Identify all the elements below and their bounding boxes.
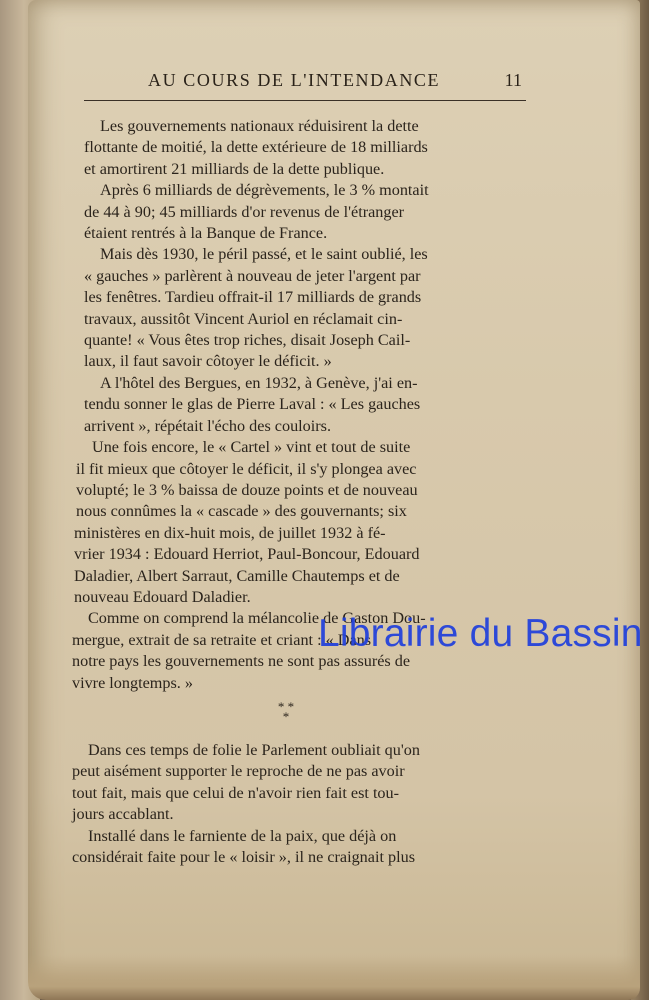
text-line: Daladier, Albert Sarraut, Camille Chautemps et de (74, 566, 400, 585)
text-line: étaient rentrés à la Banque de France. (84, 224, 328, 243)
text-line: et amortirent 21 milliards de la dette publique. (84, 159, 385, 178)
text-line: notre pays les gouvernements ne sont pas assurés de (72, 652, 411, 671)
text-line: Dans ces temps de folie le Parlement oubliait qu'on (88, 741, 420, 759)
text-line: nous connûmes la « cascade » des gouvernants; six (76, 502, 407, 521)
watermark-librairie-du-bassin: Librairie du Bassin (318, 612, 643, 655)
body-text-second-section (72, 740, 512, 868)
text-line: Comme on comprend la mélancolie de Gaston Dou- (88, 609, 426, 628)
text-line: mergue, extrait de sa retraite et criant : « Dans (72, 630, 372, 649)
text-line: peut aisément supporter le reproche de ne pas avoir (72, 762, 405, 781)
text-line: considérait faite pour le « loisir », il ne craignait plus (72, 848, 415, 867)
text-line: vrier 1934 : Edouard Herriot, Paul-Boncour, Edouard (74, 545, 420, 564)
text-line: ministères en dix-huit mois, de juillet 1932 à fé- (74, 523, 386, 542)
page-header (84, 66, 526, 101)
page-number: 11 (504, 70, 522, 90)
page-bottom-curl (28, 955, 640, 1000)
text-line: tendu sonner le glas de Pierre Laval : « Les gauches (84, 395, 421, 414)
text-line: « gauches » parlèrent à nouveau de jeter l'argent par (84, 266, 421, 285)
text-line: nouveau Edouard Daladier. (74, 587, 251, 606)
text-line: vivre longtemps. » (72, 673, 193, 692)
text-line: Mais dès 1930, le péril passé, et le saint oublié, les (100, 245, 428, 264)
section-asterism (276, 699, 296, 724)
text-line: jours accablant. (72, 805, 174, 824)
text-line: travaux, aussitôt Vincent Auriol en réclamait cin- (84, 309, 403, 328)
text-line: quante! « Vous êtes trop riches, disait Joseph Cail- (84, 331, 411, 350)
text-line: volupté; le 3 % baissa de douze points et de nouveau (76, 480, 418, 499)
text-line: flottante de moitié, la dette extérieure de 18 milliards (84, 138, 428, 157)
text-line: Installé dans le farniente de la paix, que déjà on (88, 826, 397, 845)
text-line: laux, il faut savoir côtoyer le déficit. » (84, 352, 332, 371)
running-head: AU COURS DE L'INTENDANCE (148, 70, 441, 90)
text-line: Les gouvernements nationaux réduisirent la dette (100, 117, 419, 135)
asterism-text: * * * (277, 699, 295, 724)
text-line: Après 6 milliards de dégrèvements, le 3 % montait (100, 181, 429, 200)
text-line: il fit mieux que côtoyer le déficit, il s'y plongea avec (76, 459, 417, 478)
text-line: A l'hôtel des Bergues, en 1932, à Genève, j'ai en- (100, 373, 418, 392)
text-line: tout fait, mais que celui de n'avoir rien fait est tou- (72, 783, 400, 802)
text-line: les fenêtres. Tardieu offrait-il 17 milliards de grands (84, 288, 422, 307)
body-text (72, 116, 530, 694)
text-line: arrivent », répétait l'écho des couloirs. (84, 416, 331, 435)
text-line: de 44 à 90; 45 milliards d'or revenus de l'étranger (84, 202, 405, 221)
text-line: Une fois encore, le « Cartel » vint et tout de suite (92, 438, 411, 457)
